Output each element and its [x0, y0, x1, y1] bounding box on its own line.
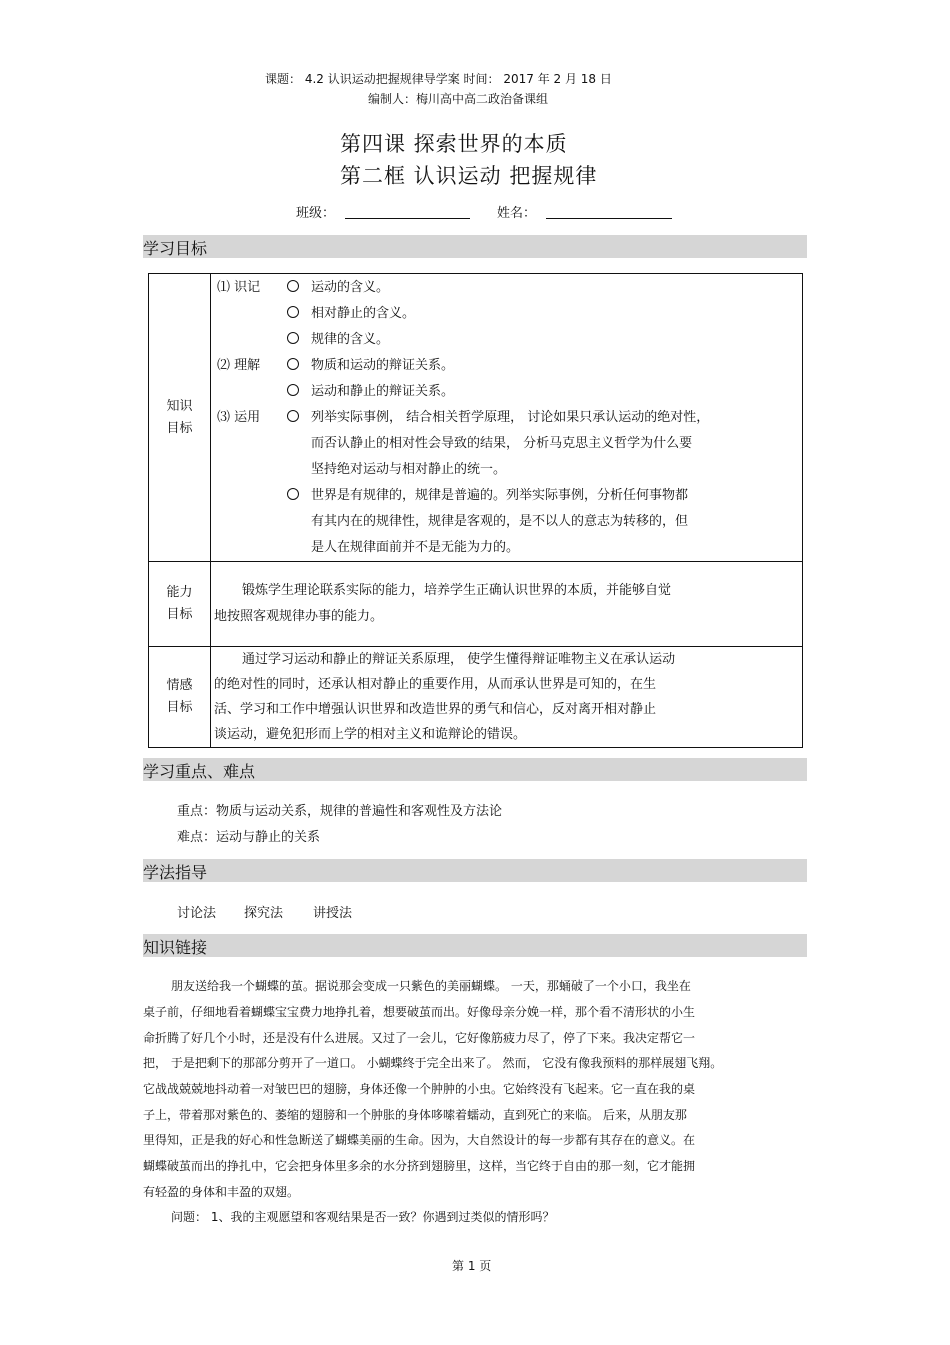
knowledge-item: 物质和运动的辩证关系。	[311, 358, 455, 373]
emotion-category	[149, 647, 211, 748]
emotion-line: 谈运动，避免犯形而上学的相对主义和诡辩论的错误。	[214, 727, 527, 742]
story-line: 有轻盈的身体和丰盈的双翅。	[143, 1185, 300, 1199]
emotion-row	[149, 647, 803, 748]
ability-category-line1: 能力	[166, 585, 193, 600]
knowledge-item: 规律的含义。	[311, 332, 390, 347]
level-remember: ⑴ 识记	[217, 280, 261, 295]
knowledge-item: 列举实际事例， 结合相关哲学原理， 讨论如果只承认运动的绝对性，	[311, 410, 710, 425]
objectives-table	[148, 273, 803, 748]
emotion-category-line1: 情感	[166, 678, 193, 693]
story-line: 朋友送给我一个蝴蝶的茧。据说那会变成一只紫色的美丽蝴蝶。 一天，那蛹破了一个小口，我坐在	[171, 979, 691, 993]
knowledge-category-line2: 目标	[166, 420, 193, 436]
ability-content	[211, 562, 803, 647]
emotion-line: 通过学习运动和静止的辩证关系原理， 使学生懂得辩证唯物主义在承认运动	[242, 652, 676, 667]
header-course-line: 课题： 4.2 认识运动把握规律导学案 时间： 2017 年 2 月 18 日	[265, 72, 612, 86]
knowledge-item: 运动和静止的辩证关系。	[311, 384, 455, 399]
bullet-icon	[287, 358, 299, 370]
story-line: 里得知，正是我的好心和性急断送了蝴蝶美丽的生命。因为，大自然设计的每一步都有其存在的意义。在	[143, 1133, 696, 1147]
level-understand: ⑵ 理解	[217, 358, 261, 373]
story-line: 蝴蝶破茧而出的挣扎中，它会把身体里多余的水分挤到翅膀里，这样，当它终于自由的那一刻，它才能拥	[143, 1159, 696, 1173]
class-field[interactable]	[345, 218, 470, 219]
bullet-icon	[287, 280, 299, 292]
ability-line: 锻炼学生理论联系实际的能力，培养学生正确认识世界的本质，并能够自觉	[242, 583, 672, 598]
method-item: 讨论法	[177, 906, 217, 921]
section-bar-goals	[143, 235, 807, 258]
class-label: 班级：	[296, 206, 336, 221]
lesson-title: 第四课 探索世界的本质	[340, 132, 568, 156]
knowledge-item: 相对静止的含义。	[311, 306, 416, 321]
story-question: 问题： 1、我的主观愿望和客观结果是否一致？你遇到过类似的情形吗？	[171, 1210, 555, 1224]
knowledge-item: 而否认静止的相对性会导致的结果， 分析马克思主义哲学为什么要	[311, 436, 693, 451]
section-heading-methods: 学法指导	[143, 863, 208, 882]
section-title: 第二框 认识运动 把握规律	[340, 164, 598, 188]
emotion-content	[211, 647, 803, 748]
key-point: 重点：物质与运动关系，规律的普遍性和客观性及方法论	[177, 804, 503, 819]
level-apply: ⑶ 运用	[217, 410, 261, 425]
bullet-icon	[287, 306, 299, 318]
page-number: 第 1 页	[452, 1259, 492, 1273]
knowledge-item: 世界是有规律的，规律是普遍的。列举实际事例，分析任何事物都	[311, 488, 689, 503]
name-label: 姓名：	[497, 206, 537, 221]
bullet-icon	[287, 488, 299, 500]
knowledge-item: 是人在规律面前并不是无能为力的。	[311, 540, 520, 555]
knowledge-category-line1: 知识	[166, 398, 193, 414]
header-editor-line: 编制人：梅川高中高二政治备课组	[368, 92, 549, 106]
knowledge-content	[211, 274, 803, 562]
bullet-icon	[287, 384, 299, 396]
ability-category	[149, 562, 211, 647]
section-bar-methods	[143, 859, 807, 882]
section-bar-link	[143, 934, 807, 957]
emotion-category-line2: 目标	[166, 700, 193, 715]
story-line: 命折腾了好几个小时，还是没有什么进展。又过了一会儿，它好像筋疲力尽了，停了下来。我决定帮它一	[143, 1031, 696, 1045]
method-item: 讲授法	[313, 906, 353, 921]
knowledge-item: 运动的含义。	[311, 280, 390, 295]
story-line: 它战战兢兢地抖动着一对皱巴巴的翅膀，身体还像一个肿肿的小虫。它始终没有飞起来。它一直在我的桌	[143, 1082, 696, 1096]
knowledge-item: 坚持绝对运动与相对静止的统一。	[311, 462, 507, 477]
section-heading-keypoints: 学习重点、难点	[143, 762, 256, 781]
bullet-icon	[287, 332, 299, 344]
ability-row	[149, 562, 803, 647]
section-bar-keypoints	[143, 758, 807, 781]
story-line: 把， 于是把剩下的那部分剪开了一道口。 小蝴蝶终于完全出来了。 然而， 它没有像我预料的那样展翅飞翔。	[143, 1056, 723, 1070]
difficult-point: 难点：运动与静止的关系	[177, 830, 321, 845]
emotion-line: 的绝对性的同时，还承认相对静止的重要作用，从而承认世界是可知的，在生	[214, 677, 657, 692]
section-heading-goals: 学习目标	[143, 239, 208, 258]
ability-line: 地按照客观规律办事的能力。	[214, 609, 384, 624]
story-line: 桌子前，仔细地看着蝴蝶宝宝费力地挣扎着，想要破茧而出。好像母亲分娩一样，那个看不清形状的小生	[143, 1005, 696, 1019]
knowledge-row	[149, 274, 803, 562]
bullet-icon	[287, 410, 299, 422]
story-line: 子上，带着那对紫色的、萎缩的翅膀和一个肿胀的身体哆嗦着蠕动，直到死亡的来临。 后来，从朋友那	[143, 1108, 687, 1122]
knowledge-item: 有其内在的规律性，规律是客观的，是不以人的意志为转移的，但	[311, 514, 689, 529]
method-item: 探究法	[244, 906, 284, 921]
name-field[interactable]	[546, 218, 672, 219]
ability-category-line2: 目标	[166, 607, 193, 622]
section-heading-link: 知识链接	[143, 938, 208, 957]
knowledge-category	[149, 274, 211, 562]
emotion-line: 活、学习和工作中增强认识世界和改造世界的勇气和信心，反对离开相对静止	[214, 702, 657, 717]
